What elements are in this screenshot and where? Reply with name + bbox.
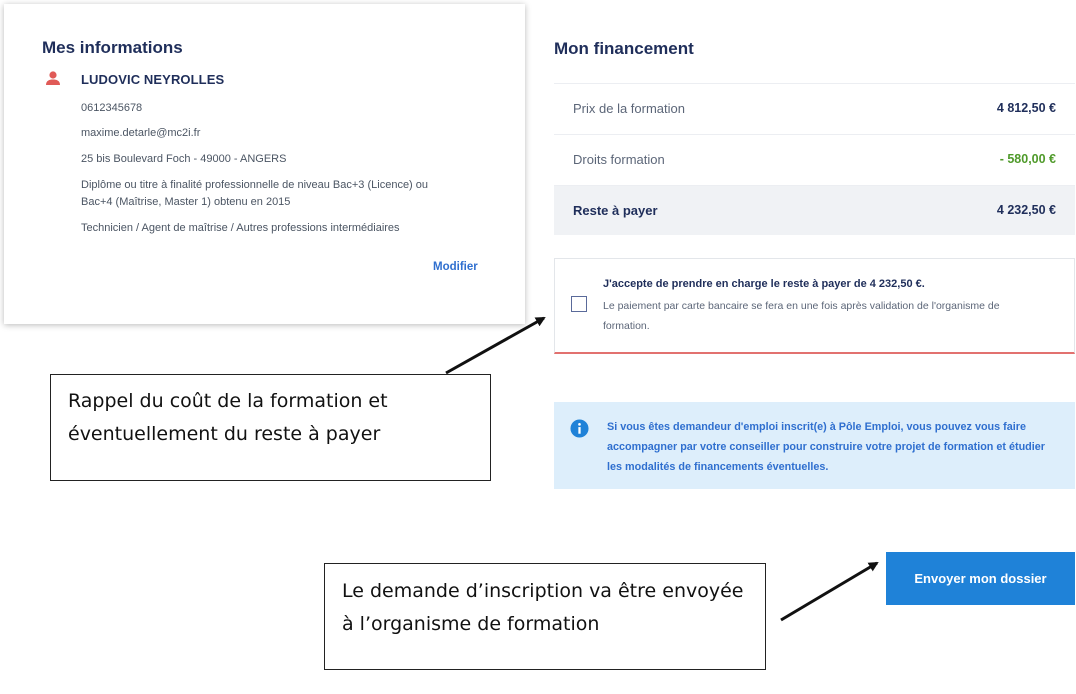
info-icon <box>570 419 589 438</box>
email-address: maxime.detarle@mc2i.fr <box>81 127 201 139</box>
user-icon <box>45 70 61 86</box>
accept-title: J'accepte de prendre en charge le reste à payer de 4 232,50 €. <box>603 278 925 290</box>
phone-number: 0612345678 <box>81 102 143 114</box>
price-row <box>554 83 1075 134</box>
rights-row <box>554 134 1075 185</box>
info-card <box>4 4 525 324</box>
submission-callout: Le demande d’inscription va être envoyée à l’organisme de formation <box>324 563 766 670</box>
remaining-label: Reste à payer <box>573 203 658 218</box>
accept-checkbox[interactable] <box>571 296 587 312</box>
accept-text: Le paiement par carte bancaire se fera en une fois après validation de l'organisme de formation. <box>603 300 1000 332</box>
diploma-line-1: Diplôme ou titre à finalité professionnelle de niveau Bac+3 (Licence) ou <box>81 179 429 191</box>
price-label: Prix de la formation <box>573 101 685 116</box>
diploma-line-2: Bac+4 (Maîtrise, Master 1) obtenu en 2015 <box>81 196 291 208</box>
send-file-button[interactable]: Envoyer mon dossier <box>886 552 1075 605</box>
rights-value: - 580,00 € <box>999 152 1056 166</box>
remaining-value: 4 232,50 € <box>996 203 1056 217</box>
postal-address: 25 bis Boulevard Foch - 49000 - ANGERS <box>81 153 287 165</box>
cost-arrow <box>446 318 544 373</box>
banner-text: Si vous êtes demandeur d'emploi inscrit(e) à Pôle Emploi, vous pouvez vous faire accompagner par votre conseiller pour construire votre projet de formation et étudier les modalités de financements éventuelles. <box>607 421 1045 473</box>
info-title: Mes informations <box>42 38 183 57</box>
modify-link[interactable]: Modifier <box>433 261 478 273</box>
rights-label: Droits formation <box>573 152 665 167</box>
financing-table <box>554 83 1075 235</box>
cost-reminder-callout: Rappel du coût de la formation et éventuellement du reste à payer <box>50 374 491 481</box>
accept-box <box>554 258 1075 354</box>
user-name: LUDOVIC NEYROLLES <box>81 72 225 87</box>
submission-arrow <box>781 563 877 620</box>
info-banner <box>554 402 1075 489</box>
profession: Technicien / Agent de maîtrise / Autres professions intermédiaires <box>81 222 400 234</box>
remaining-row <box>554 185 1075 235</box>
price-value: 4 812,50 € <box>996 101 1056 115</box>
financing-title: Mon financement <box>554 39 694 58</box>
